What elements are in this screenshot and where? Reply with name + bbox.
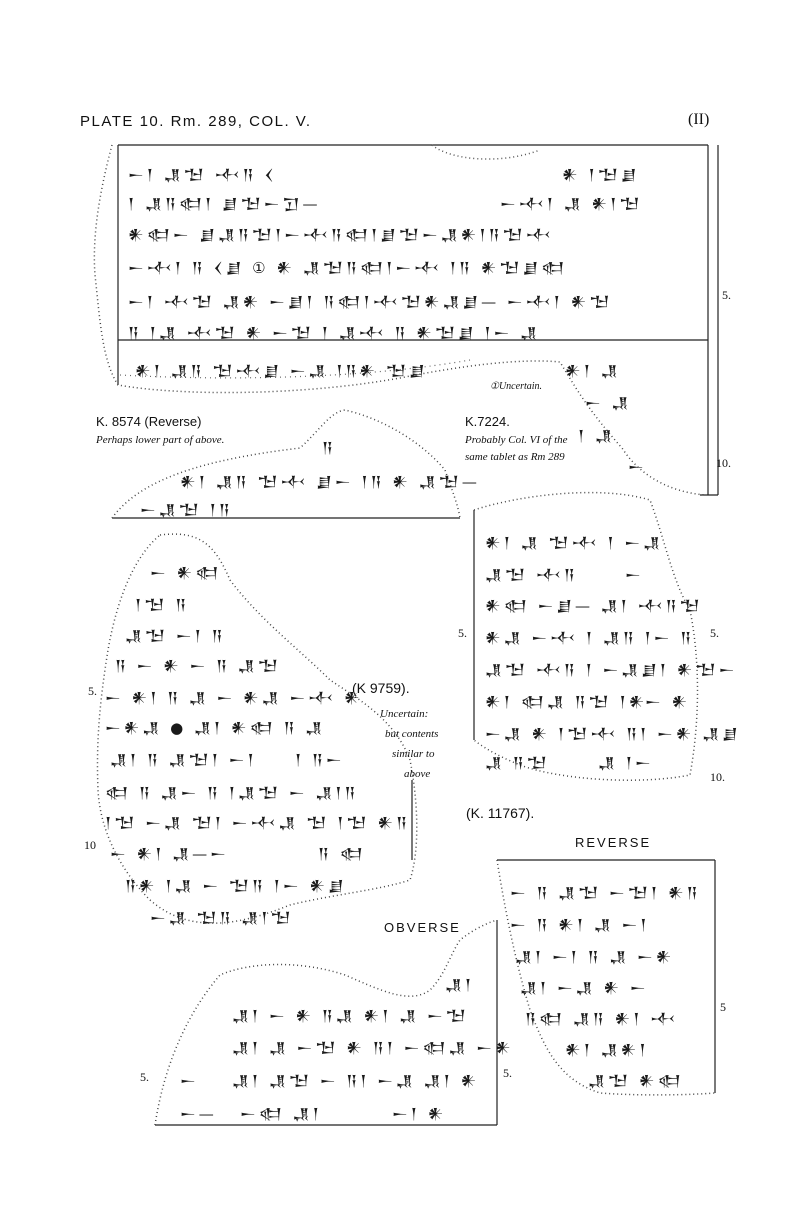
k11767-line-5-left: 5. bbox=[458, 626, 467, 640]
k8574-note: Perhaps lower part of above. bbox=[96, 434, 225, 446]
page-marker: (II) bbox=[688, 111, 710, 128]
k8574-label: K. 8574 (Reverse) bbox=[96, 414, 202, 429]
obverse-line-5-left: 5. bbox=[140, 1070, 149, 1084]
k11767-line-5-right: 5. bbox=[710, 626, 719, 640]
plate-title: PLATE 10. Rm. 289, COL. V. bbox=[80, 113, 312, 130]
reverse-heading: REVERSE bbox=[575, 835, 652, 850]
k9759-note-line2: but contents bbox=[385, 728, 439, 740]
k7224-label: K.7224. bbox=[465, 414, 510, 429]
k7224-note-line1: Probably Col. VI of the bbox=[465, 434, 568, 446]
obverse-heading: OBVERSE bbox=[384, 920, 461, 935]
k9759-label: (K 9759). bbox=[352, 680, 410, 696]
k9759-note-line1: Uncertain: bbox=[380, 708, 429, 720]
k9759-note-line3: similar to bbox=[392, 748, 435, 760]
rm289-line-10: 10. bbox=[716, 456, 731, 470]
k9759-line-10: 10 bbox=[84, 838, 96, 852]
k7224-note-line2: same tablet as Rm 289 bbox=[465, 451, 565, 463]
k9759-note-line4: above bbox=[404, 768, 431, 780]
obverse-line-5-right: 5. bbox=[503, 1066, 512, 1080]
reverse-line-5: 5 bbox=[720, 1000, 726, 1014]
rm289-line-5: 5. bbox=[722, 288, 731, 302]
rm289-footnote: ①Uncertain. bbox=[490, 381, 543, 392]
k11767-label: (K. 11767). bbox=[466, 805, 535, 821]
k9759-line-5: 5. bbox=[88, 684, 97, 698]
k11767-line-10: 10. bbox=[710, 770, 725, 784]
